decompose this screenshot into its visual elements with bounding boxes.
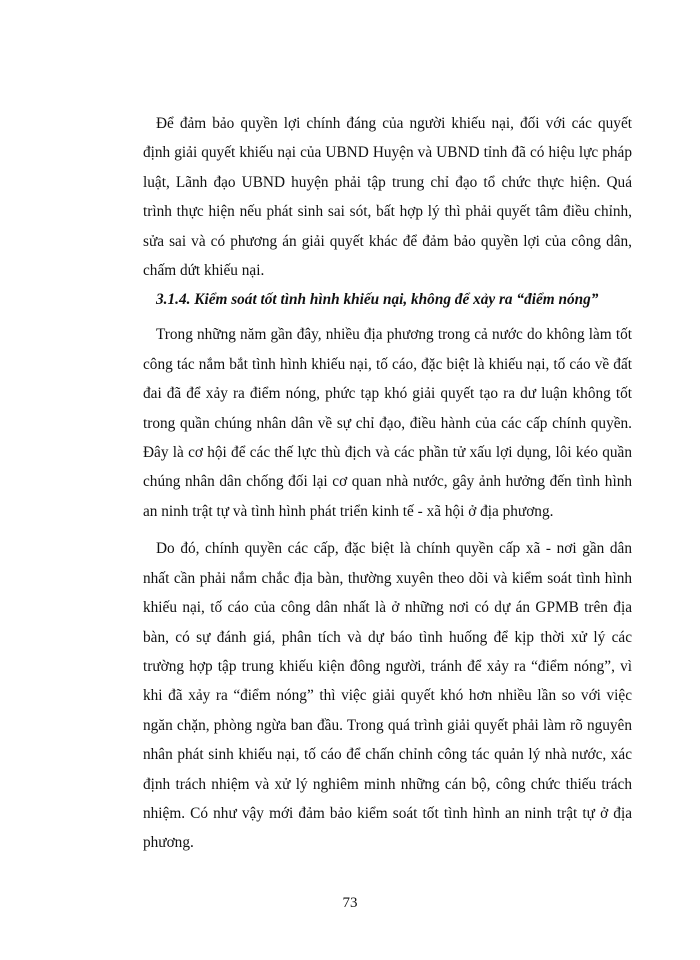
page-number: 73 bbox=[342, 895, 358, 911]
paragraph-complaint-resolution: Để đảm bảo quyền lợi chính đáng của người khiếu nại, đối với các quyết định giải quyết khiếu nại của UBND Huyện và UBND tỉnh đã có hiệu lực pháp luật, Lãnh đạo UBND huyện phải tập trung chỉ đạo tổ chức thực hiện. Quá trình thực hiện nếu phát sinh sai sót, bất hợp lý thì phải quyết tâm điều chỉnh, sửa sai và có phương án giải quyết khác để đảm bảo quyền lợi của công dân, chấm dứt khiếu nại. bbox=[143, 115, 632, 280]
section-heading: 3.1.4. Kiểm soát tốt tình hình khiếu nại, không để xảy ra “điểm nóng” bbox=[156, 291, 599, 309]
paragraph-local-government-duty: Do đó, chính quyền các cấp, đặc biệt là chính quyền cấp xã - nơi gần dân nhất cần phải nắm chắc địa bàn, thường xuyên theo dõi và kiểm soát tình hình khiếu nại, tố cáo của công dân nhất là ở những nơi có dự án GPMB trên địa bàn, có sự đánh giá, phân tích và dự báo tình huống để kịp thời xử lý các trường hợp tập trung khiếu kiện đông người, tránh để xảy ra “điểm nóng”, vì khi đã xảy ra “điểm nóng” thì việc giải quyết khó hơn nhiều lần so với việc ngăn chặn, phòng ngừa ban đầu. Trong quá trình giải quyết phải làm rõ nguyên nhân phát sinh khiếu nại, tố cáo để chấn chỉnh công tác quản lý nhà nước, xác định trách nhiệm và xử lý nghiêm minh những cán bộ, công chức thiếu trách nhiệm. Có như vậy mới đảm bảo kiểm soát tốt tình hình an ninh trật tự ở địa phương. bbox=[143, 540, 632, 852]
paragraph-hotspot-context: Trong những năm gần đây, nhiều địa phương trong cả nước do không làm tốt công tác nắm bắt tình hình khiếu nại, tố cáo, đặc biệt là khiếu nại, tố cáo về đất đai đã để xảy ra điểm nóng, phức tạp khó giải quyết tạo ra dư luận không tốt trong quần chúng nhân dân về sự chỉ đạo, điều hành của các cấp chính quyền. Đây là cơ hội để các thế lực thù địch và các phần tử xấu lợi dụng, lôi kéo quần chúng nhân dân chống đối lại cơ quan nhà nước, gây ảnh hưởng đến tình hình an ninh trật tự và tình hình phát triển kinh tế - xã hội ở địa phương. bbox=[143, 326, 632, 520]
page-content bbox=[143, 109, 632, 858]
